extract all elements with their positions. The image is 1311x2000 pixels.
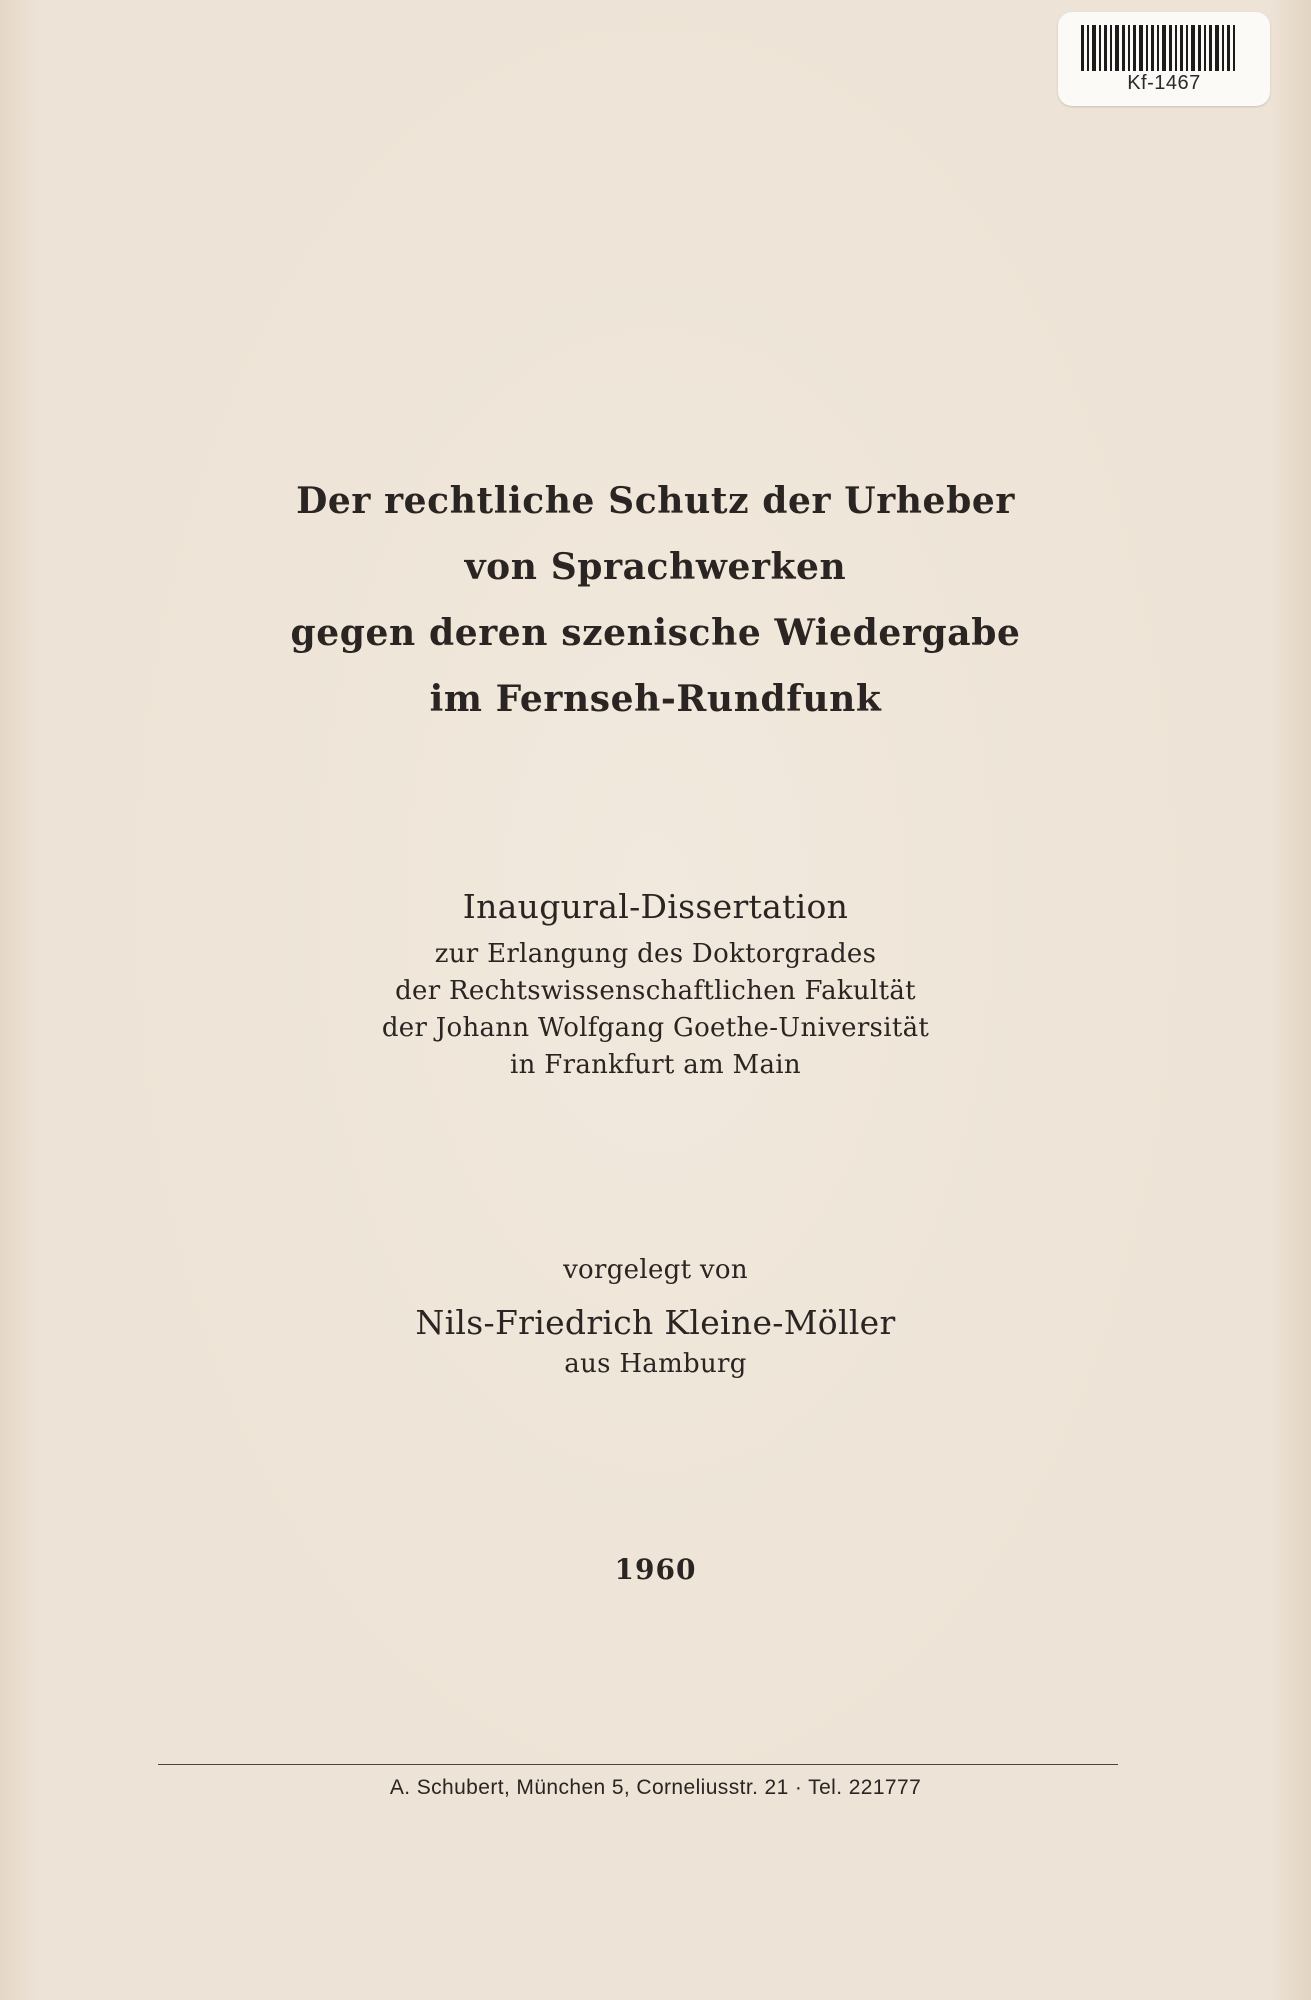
purpose-line-2: der Rechtswissenschaftlichen Fakultät (395, 976, 916, 1006)
dissertation-purpose (0, 936, 1311, 1084)
title-line-3: gegen deren szenische Wiedergabe (290, 612, 1021, 654)
dissertation-heading: Inaugural-Dissertation (462, 887, 849, 926)
barcode-icon (1081, 25, 1247, 71)
publisher-imprint: A. Schubert, München 5, Corneliusstr. 21 · Tel. 221777 (389, 1776, 922, 1799)
presented-by: vorgelegt von (563, 1255, 748, 1285)
purpose-line-3: der Johann Wolfgang Goethe-Universität (381, 1013, 930, 1043)
shelf-code: Kf-1467 (1127, 72, 1201, 94)
purpose-line-4: in Frankfurt am Main (510, 1050, 801, 1080)
publication-year: 1960 (614, 1553, 697, 1586)
title-line-4: im Fernseh-Rundfunk (429, 678, 882, 720)
divider (158, 1764, 1118, 1765)
title-line-1: Der rechtliche Schutz der Urheber (296, 480, 1015, 522)
author-origin: aus Hamburg (564, 1349, 747, 1379)
title-line-2: von Sprachwerken (464, 546, 847, 588)
library-barcode-label (1058, 12, 1270, 106)
purpose-line-1: zur Erlangung des Doktorgrades (434, 939, 877, 969)
thesis-title (0, 468, 1311, 732)
author-name: Nils-Friedrich Kleine-Möller (415, 1303, 896, 1342)
